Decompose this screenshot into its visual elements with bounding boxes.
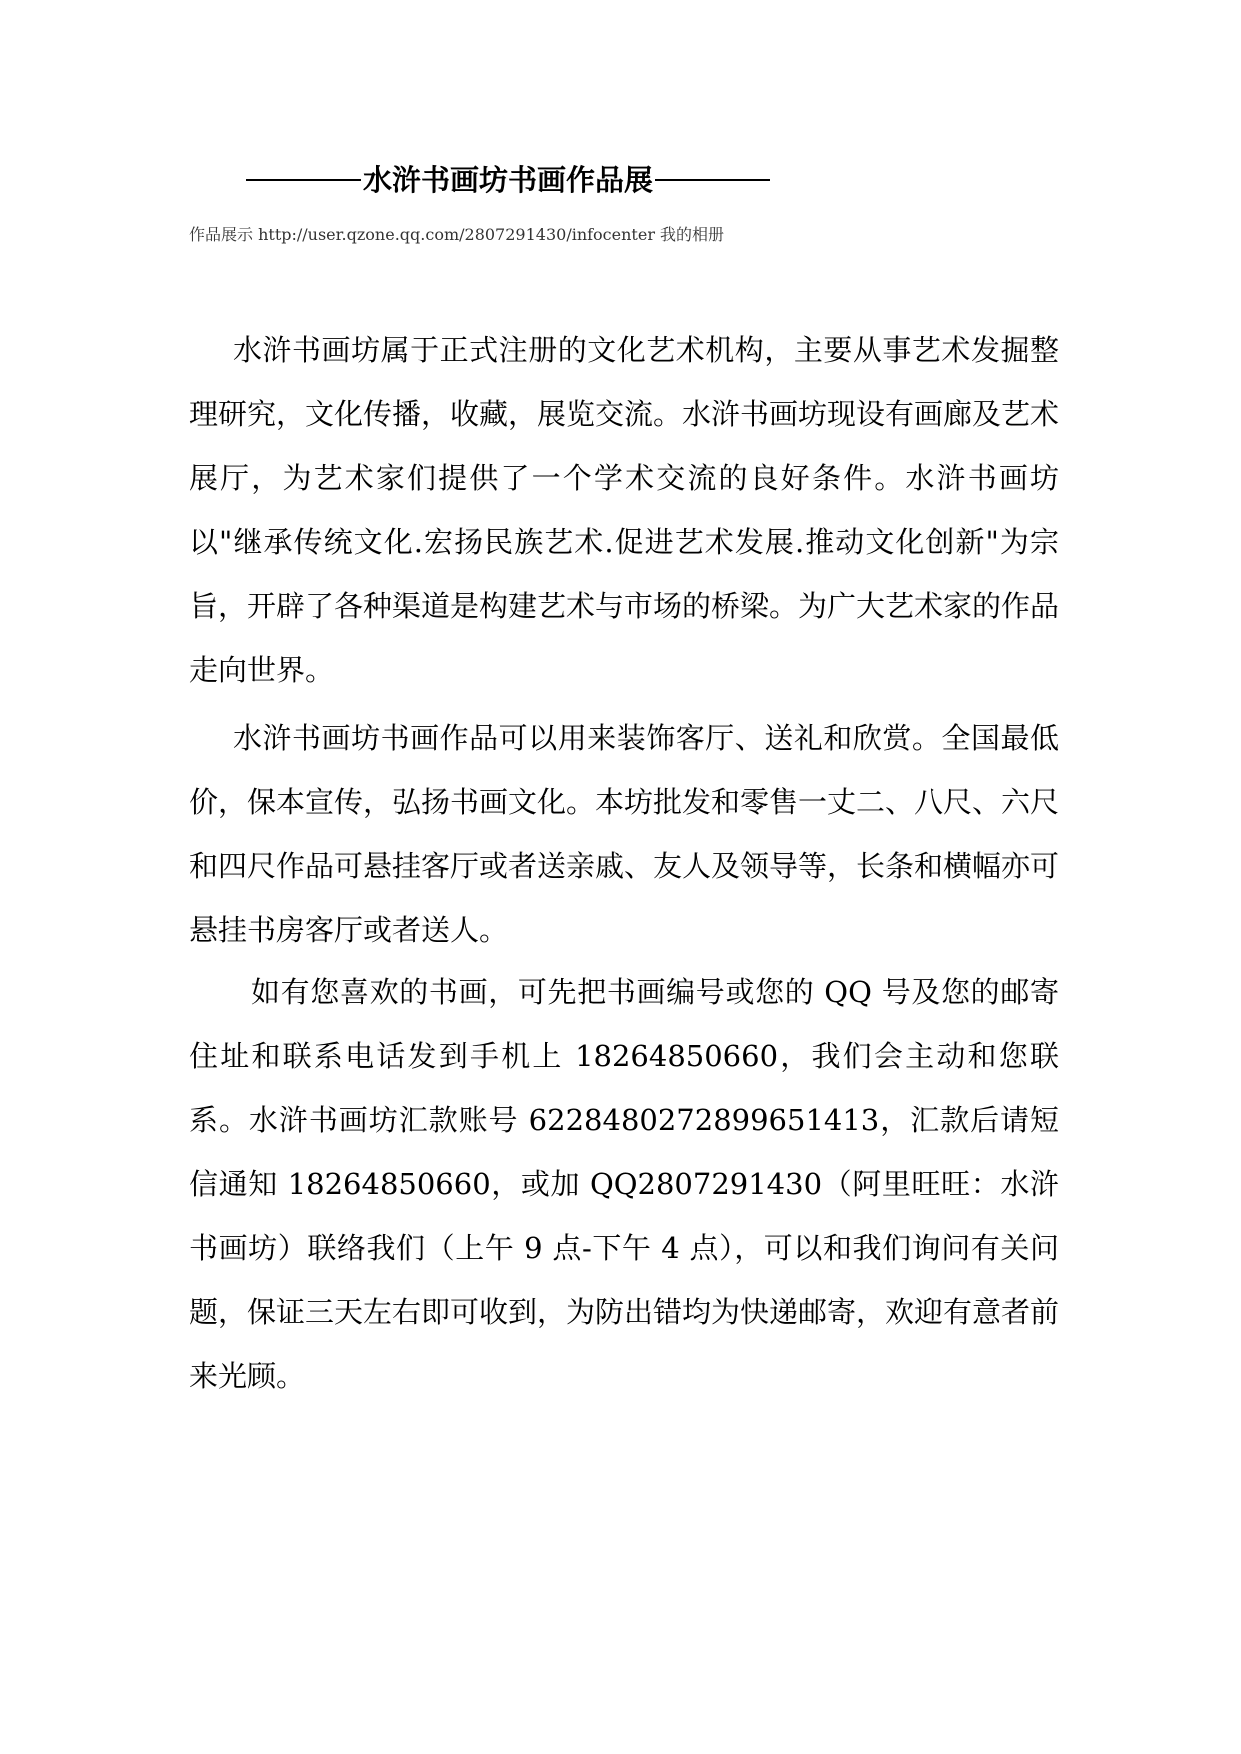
- title-row: [246, 158, 866, 198]
- title-right-dash: [655, 179, 770, 181]
- title-left-dash: [246, 179, 361, 181]
- paragraph-introduction: 水浒书画坊属于正式注册的文化艺术机构，主要从事艺术发掘整理研究，文化传播，收藏，展览交流。水浒书画坊现设有画廊及艺术展厅，为艺术家们提供了一个学术交流的良好条件。水浒书画坊以"继承传统文化.宏扬民族艺术.促进艺术发展.推动文化创新"为宗旨，开辟了各种渠道是构建艺术与市场的桥梁。为广大艺术家的作品走向世界。: [189, 333, 1060, 687]
- subtitle-link-line: 作品展示 http://user.qzone.qq.com/2807291430/infocenter 我的相册: [189, 225, 725, 244]
- paragraph-products: 水浒书画坊书画作品可以用来装饰客厅、送礼和欣赏。全国最低价，保本宣传，弘扬书画文化。本坊批发和零售一丈二、八尺、六尺和四尺作品可悬挂客厅或者送亲戚、友人及领导等，长条和横幅亦可悬挂书房客厅或者送人。: [189, 721, 1060, 947]
- page-title: 水浒书画坊书画作品展: [363, 162, 654, 197]
- paragraph-contact: 如有您喜欢的书画，可先把书画编号或您的 QQ 号及您的邮寄住址和联系电话发到手机上 18264850660，我们会主动和您联系。水浒书画坊汇款账号 6228480272899651413，汇款后请短信通知 18264850660，或加 QQ2807291430（阿里旺旺：水浒书画坊）联络我们（上午 9 点-下午 4 点），可以和我们询问有关问题，保证三天左右即可收到，为防出错均为快递邮寄，欢迎有意者前来光顾。: [189, 975, 1060, 1393]
